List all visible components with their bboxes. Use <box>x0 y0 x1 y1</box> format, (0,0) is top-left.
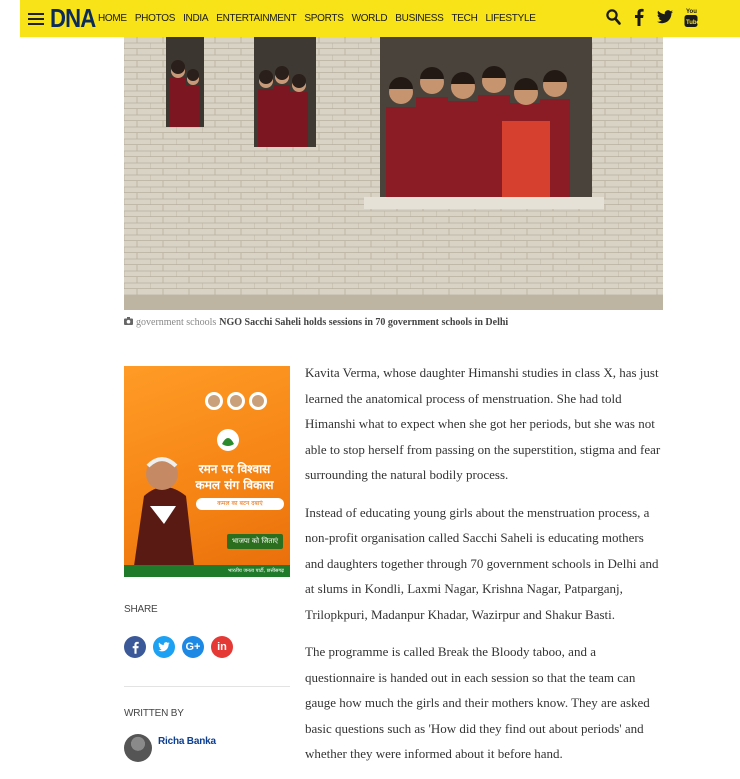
written-by-label: WRITTEN BY <box>124 708 184 719</box>
share-label: SHARE <box>124 604 158 615</box>
article-paragraph: Kavita Verma, whose daughter Himanshi studies in class X, has just learned the anatomical process of menstruation. She had told Himanshi what to expect when she got her periods, but she was not able to stop herself from passing on the superstition, stigma and fear surrounding the natural bodily process. <box>305 365 661 482</box>
header-icons <box>596 6 700 28</box>
camera-icon <box>124 317 133 328</box>
search-icon[interactable] <box>604 6 622 28</box>
nav-lifestyle[interactable]: LIFESTYLE <box>485 13 536 24</box>
caption-tag[interactable]: government schools <box>136 317 217 328</box>
twitter-icon[interactable] <box>656 6 674 28</box>
nav-tech[interactable]: TECH <box>451 13 478 24</box>
article-body <box>305 360 663 779</box>
image-caption <box>124 317 508 328</box>
facebook-icon[interactable] <box>630 6 648 28</box>
nav-home[interactable]: HOME <box>98 13 127 24</box>
share-buttons <box>124 636 240 658</box>
ad-headline <box>182 461 287 493</box>
article-paragraph: Instead of educating young girls about the menstruation process, a non-profit organisation called Sacchi Saheli is educating mothers and daughters together through 70 government schools in Delhi and at slums in Kondli, Laxmi Nagar, Krishna Nagar, Patparganj, Trilopkpuri, Madanpur Khadar, Wazirpur and Shakur Basti. <box>305 504 659 622</box>
advertisement-banner[interactable] <box>124 366 290 577</box>
ad-cta-button[interactable]: भाजपा को जिताएं <box>227 534 283 549</box>
author-avatar[interactable] <box>124 734 152 762</box>
schoolgirls-photo <box>124 37 663 310</box>
nav-india[interactable]: INDIA <box>183 13 209 24</box>
main-nav <box>98 13 544 24</box>
nav-sports[interactable]: SPORTS <box>304 13 344 24</box>
share-google-plus-icon[interactable]: G+ <box>182 636 204 658</box>
share-twitter-icon[interactable] <box>153 636 175 658</box>
ad-headline-line2: कमल संग विकास <box>195 478 274 492</box>
author-block <box>124 734 216 762</box>
caption-text: NGO Sacchi Saheli holds sessions in 70 government schools in Delhi <box>219 317 509 328</box>
svg-text:Tube: Tube <box>686 20 700 26</box>
youtube-icon[interactable] <box>682 6 700 28</box>
author-name-link[interactable]: Richa Banka <box>158 736 216 747</box>
top-navbar <box>20 0 740 37</box>
share-facebook-icon[interactable] <box>124 636 146 658</box>
nav-world[interactable]: WORLD <box>351 13 388 24</box>
nav-business[interactable]: BUSINESS <box>395 13 444 24</box>
ad-subtext: कमल का बटन दबाएं <box>196 498 284 510</box>
nav-entertainment[interactable]: ENTERTAINMENT <box>216 13 297 24</box>
svg-text:You: You <box>686 9 697 15</box>
sidebar-divider <box>124 686 290 687</box>
nav-photos[interactable]: PHOTOS <box>134 13 176 24</box>
hamburger-menu-icon[interactable] <box>28 10 44 28</box>
ad-headline-line1: रमन पर विश्वास <box>198 462 271 476</box>
ad-footer: भारतीय जनता पार्टी, छत्तीसगढ़ <box>124 565 290 577</box>
site-logo[interactable]: DNA <box>50 3 96 33</box>
hero-image <box>124 37 663 310</box>
share-linkedin-icon[interactable]: in <box>211 636 233 658</box>
article-paragraph: The programme is called Break the Bloody taboo, and a questionnaire is handed out in each session so that the team can gauge how much the girls and their mothers know. They are asked basic questions such as 'How did they find out about periods' and whether they were informed about it before hand. <box>305 644 650 761</box>
